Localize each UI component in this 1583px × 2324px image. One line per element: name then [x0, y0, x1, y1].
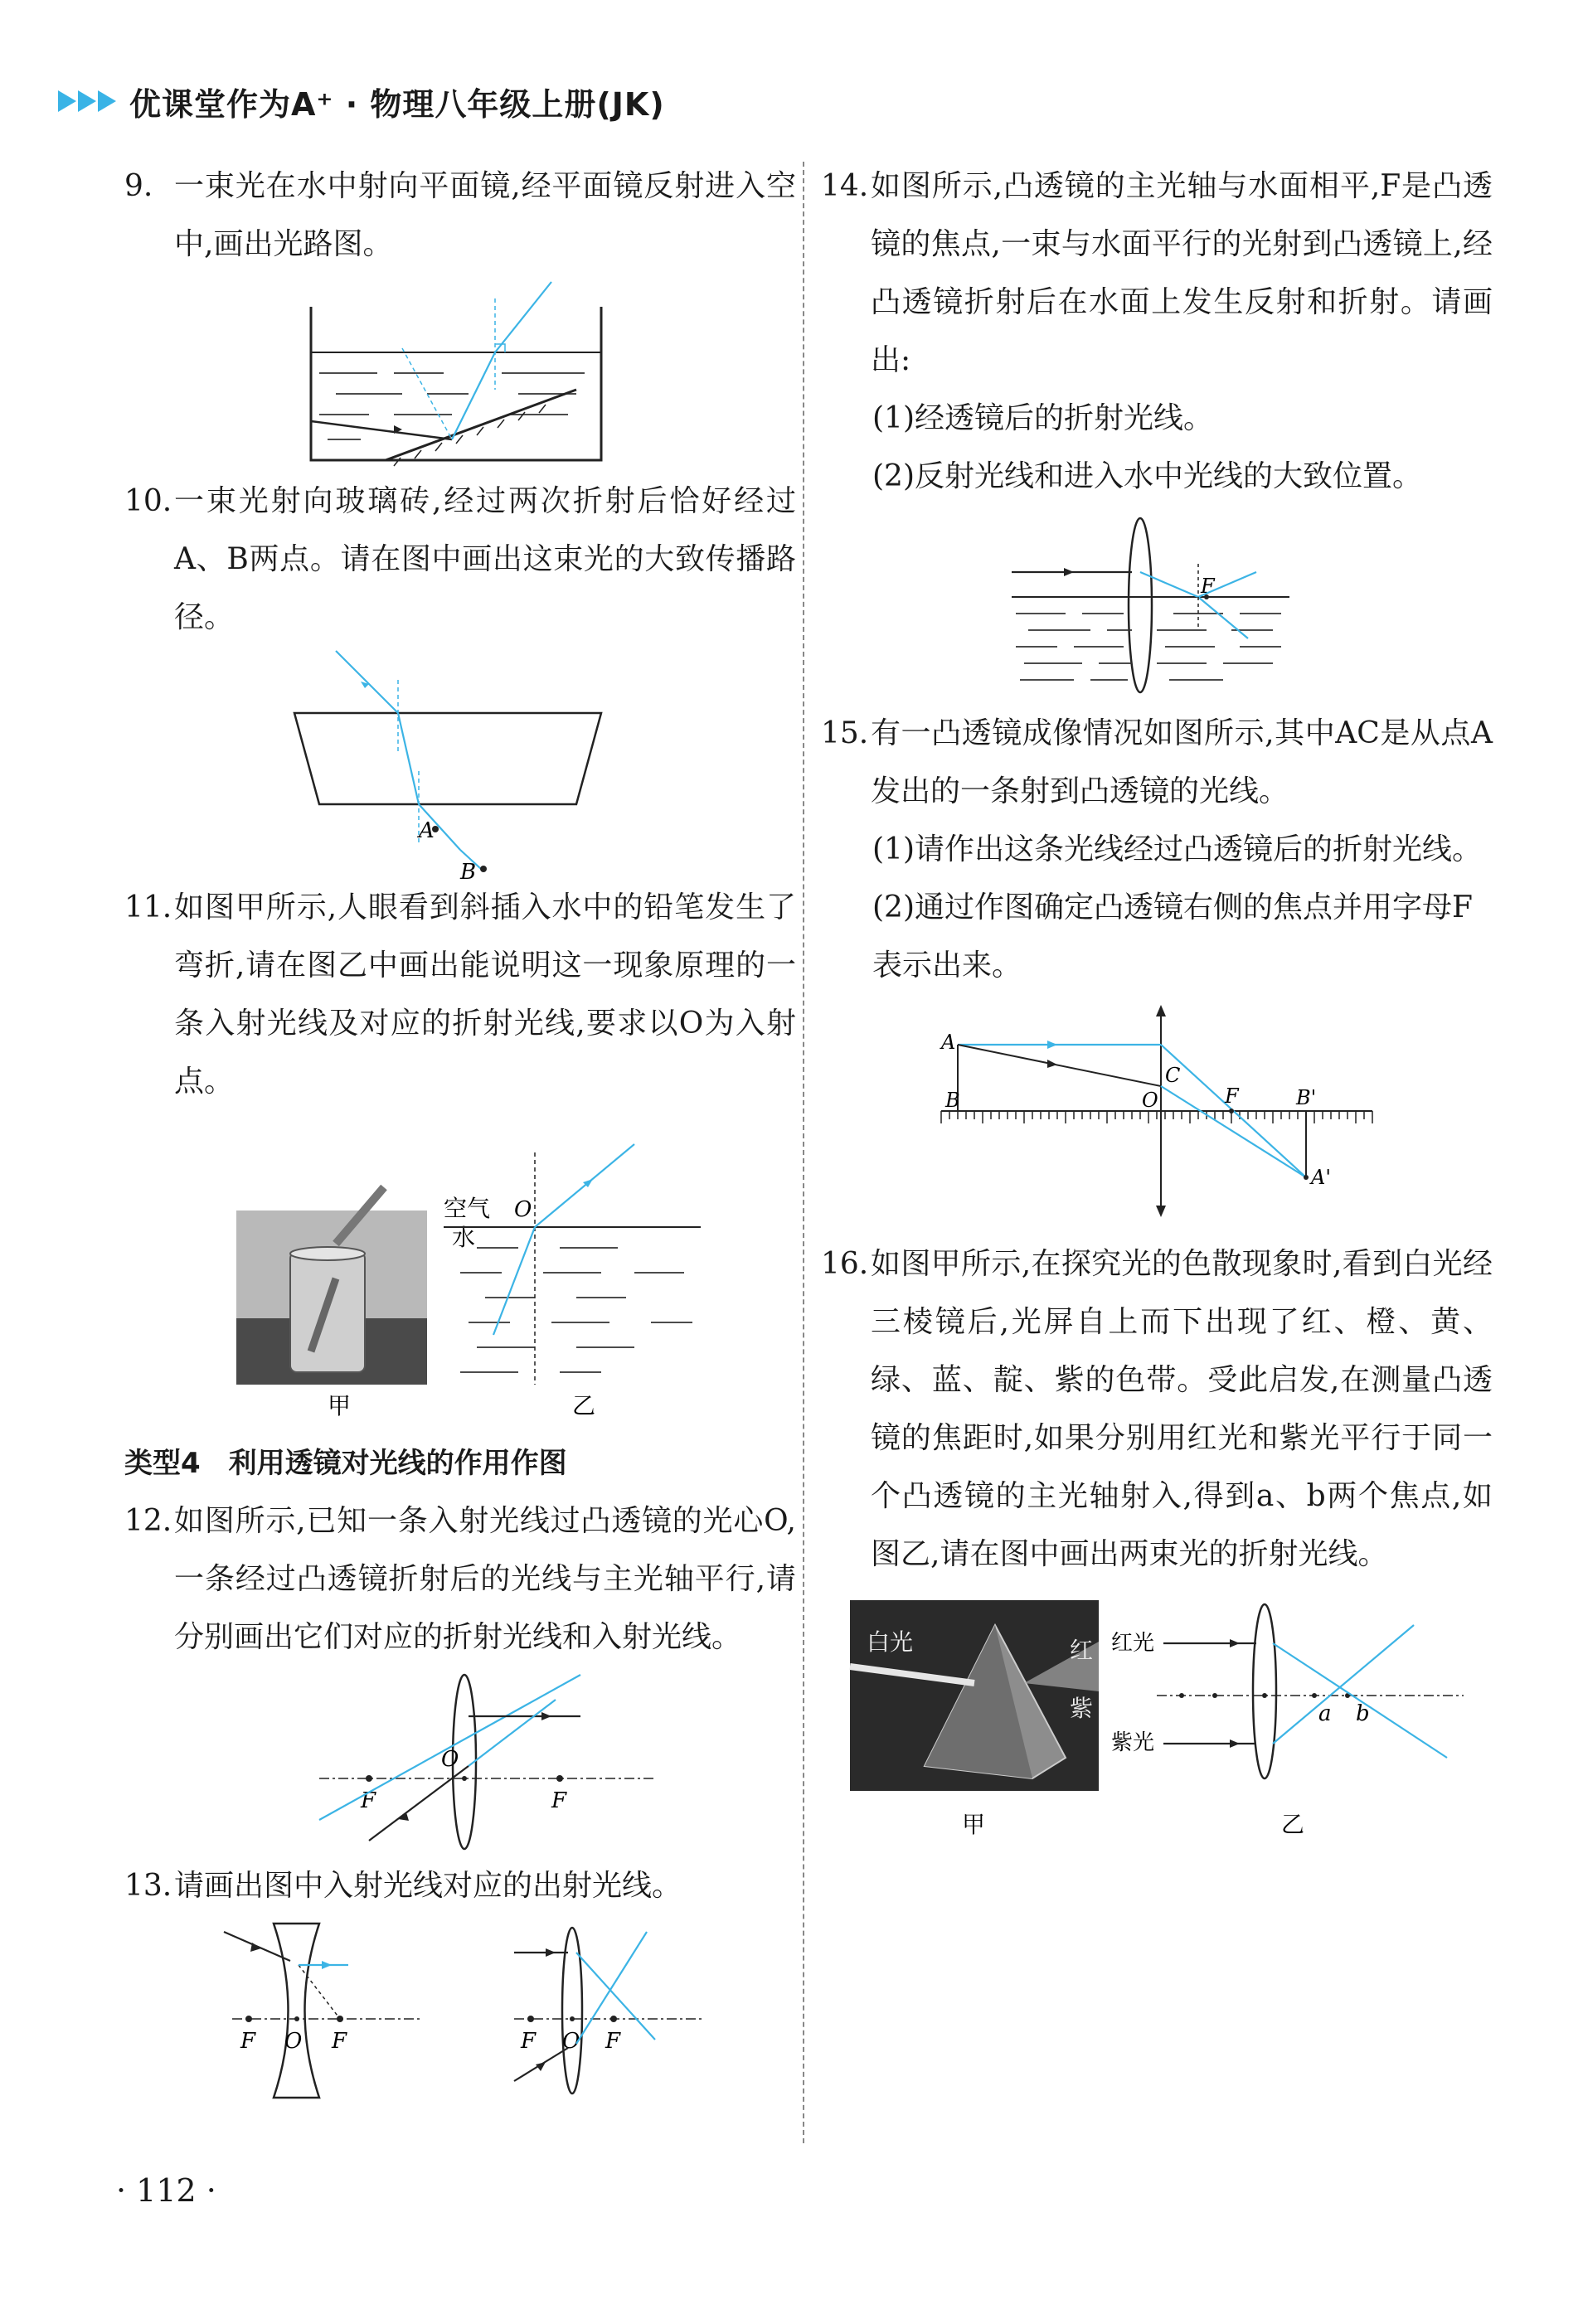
label-f: F [605, 2029, 621, 2054]
question-number: 10. [124, 484, 172, 518]
label-f: F [1225, 1084, 1239, 1108]
sub-question-1: (1)经透镜后的折射光线。 [872, 401, 1213, 435]
question-text: 有一凸透镜成像情况如图所示,其中AC是从点A发出的一条射到凸透镜的光线。 [871, 716, 1493, 808]
caption-yi: 乙 [572, 1392, 596, 1419]
figure-glass-brick [286, 647, 634, 879]
question-9 [124, 158, 796, 274]
question-number: 9. [124, 169, 153, 203]
question-text: 如图所示,凸透镜的主光轴与水面相平,F是凸透镜的焦点,一束与水面平行的光射到凸透镜上,经凸透镜折射后在水面上发生反射和折射。请画出: [871, 169, 1493, 377]
label-f: F [521, 2029, 537, 2054]
column-divider [803, 162, 804, 2143]
figure-lenses-13 [174, 1915, 755, 2106]
label-violet-light: 紫光 [1111, 1730, 1155, 1755]
caption-jia: 甲 [962, 1811, 986, 1838]
label-a-prime: A' [1311, 1166, 1331, 1189]
sub-question-2: (2)反射光线和进入水中光线的大致位置。 [872, 459, 1422, 493]
question-16 [821, 1235, 1493, 1584]
photo-label-violet: 紫 [1070, 1695, 1094, 1722]
page-number: · 112 · [116, 2172, 216, 2209]
label-air: 空气 [444, 1195, 491, 1222]
label-red-light: 红光 [1111, 1631, 1155, 1656]
header-title: 优课堂作为A⁺ · 物理八年级上册(JK) [129, 85, 665, 123]
sub-question-2: (2)通过作图确定凸透镜右侧的焦点并用字母F表示出来。 [872, 890, 1473, 982]
question-text: 如图所示,已知一条入射光线过凸透镜的光心O,一条经过凸透镜折射后的光线与主光轴平行,请分别画出它们对应的折射光线和入射光线。 [174, 1504, 796, 1654]
label-a: A [941, 1031, 956, 1054]
label-o: O [562, 2029, 580, 2054]
label-b: B [460, 860, 477, 879]
figure-convex-lens-12 [315, 1667, 663, 1857]
question-14 [821, 158, 1493, 390]
label-b-prime: B' [1296, 1086, 1317, 1109]
question-text: 一束光在水中射向平面镜,经平面镜反射进入空中,画出光路图。 [174, 169, 796, 261]
label-a: A [419, 818, 435, 843]
figure-dispersion [833, 1592, 1480, 1841]
label-b: b [1356, 1701, 1370, 1726]
section-heading-type4: 类型4 利用透镜对光线的作用作图 [124, 1447, 567, 1480]
question-number: 15. [821, 716, 869, 750]
right-column [821, 158, 1493, 1841]
label-f: F [240, 2029, 256, 2054]
label-o: O [284, 2029, 303, 2054]
question-text: 如图甲所示,人眼看到斜插入水中的铅笔发生了弯折,请在图乙中画出能说明这一现象原理的一条入射光线及对应的折射光线,要求以O为入射点。 [174, 890, 796, 1099]
label-b: B [945, 1089, 960, 1112]
page-header [58, 76, 665, 126]
figure-lens-image [925, 1003, 1389, 1219]
label-o: O [1142, 1089, 1158, 1112]
left-column [124, 158, 796, 2106]
question-text: 如图甲所示,在探究光的色散现象时,看到白光经三棱镜后,光屏自上而下出现了红、橙、黄、绿、蓝、靛、紫的色带。受此启发,在测量凸透镜的焦距时,如果分别用红光和紫光平行于同一个凸透镜的主光轴射入,得到a、b两个焦点,如图乙,请在图中画出两束光的折射光线。 [871, 1247, 1493, 1571]
question-number: 14. [821, 169, 869, 203]
question-10 [124, 473, 796, 647]
question-text: 请画出图中入射光线对应的出射光线。 [174, 1869, 682, 1903]
figure-lens-water [1008, 514, 1306, 696]
label-c: C [1165, 1064, 1181, 1087]
label-f: F [1201, 575, 1215, 598]
label-a: a [1318, 1701, 1332, 1726]
label-f: F [332, 2029, 347, 2054]
caption-yi: 乙 [1281, 1811, 1305, 1838]
label-o: O [514, 1197, 532, 1222]
photo-label-white: 白光 [867, 1628, 914, 1656]
figure-mirror-in-water [303, 274, 618, 473]
label-water: 水 [452, 1224, 476, 1251]
label-o: O [441, 1747, 459, 1772]
sub-question-1: (1)请作出这条光线经过凸透镜后的折射光线。 [872, 832, 1482, 866]
question-15 [821, 705, 1493, 821]
label-f-right: F [551, 1788, 567, 1813]
question-number: 12. [124, 1504, 172, 1538]
question-12 [124, 1492, 796, 1667]
figure-pencil-refraction [187, 1136, 734, 1434]
question-11 [124, 879, 796, 1111]
photo-label-red: 红 [1070, 1637, 1094, 1664]
question-13 [124, 1857, 796, 1915]
label-f-left: F [361, 1788, 376, 1813]
question-text: 一束光射向玻璃砖,经过两次折射后恰好经过A、B两点。请在图中画出这束光的大致传播路径。 [174, 484, 796, 634]
question-number: 16. [821, 1247, 869, 1281]
question-number: 11. [124, 890, 172, 924]
header-arrows-icon [58, 90, 116, 112]
caption-jia: 甲 [328, 1392, 352, 1419]
question-number: 13. [124, 1869, 172, 1903]
